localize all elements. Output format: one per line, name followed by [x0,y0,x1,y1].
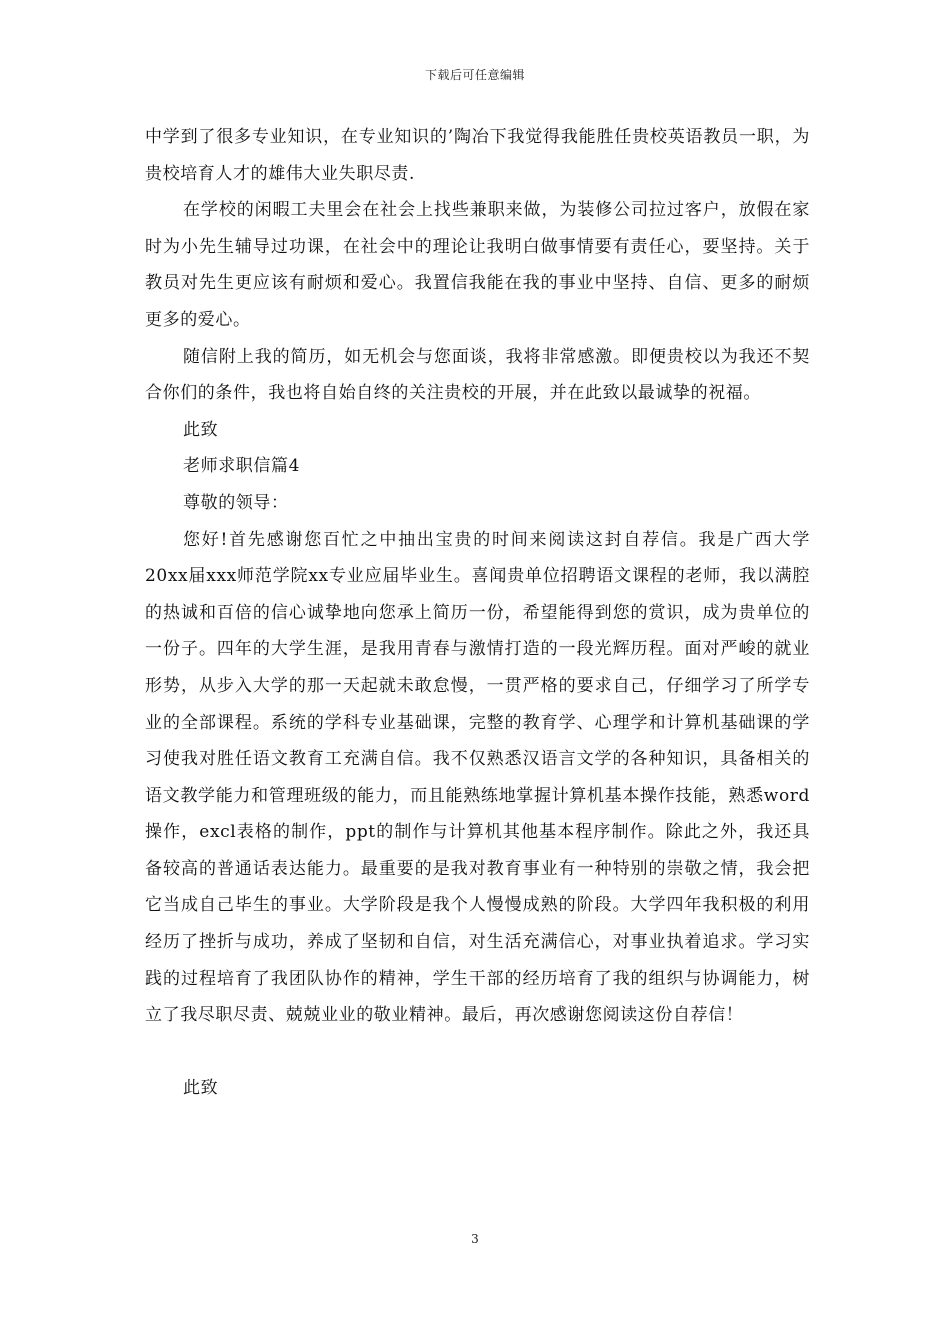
paragraph-continuation: 中学到了很多专业知识，在专业知识的’陶冶下我觉得我能胜任贵校英语教员一职，为贵校培育人才的雄伟大业失职尽责. [145,127,810,184]
closing-salutation-2: 此致 [183,1077,219,1098]
paragraph-self-recommendation: 您好!首先感谢您百忙之中抽出宝贵的时间来阅读这封自荐信。我是广西大学20xx届xxx师范学院xx专业应届毕业生。喜闻贵单位招聘语文课程的老师，我以满腔的热诚和百倍的信心诚挚地向您承上简历一份，希望能得到您的赏识，成为贵单位的一份子。四年的大学生涯，是我用青春与激情打造的一段光辉历程。面对严峻的就业形势，从步入大学的那一天起就未敢怠慢，一贯严格的要求自己，仔细学习了所学专业的全部课程。系统的学科专业基础课，完整的教育学、心理学和计算机基础课的学习使我对胜任语文教育工充满自信。我不仅熟悉汉语言文学的各种知识，具备相关的语文教学能力和管理班级的能力，而且能熟练地掌握计算机基本操作技能，熟悉word操作，excl表格的制作，ppt的制作与计算机其他基本程序制作。除此之外，我还具备较高的普通话表达能力。最重要的是我对教育事业有一种特别的崇敬之情，我会把它当成自己毕生的事业。大学阶段是我个人慢慢成熟的阶段。大学四年我积极的利用经历了挫折与成功，养成了坚韧和自信，对生活充满信心，对事业执着追求。学习实践的过程培育了我团队协作的精神，学生干部的经历培育了我的组织与协调能力，树立了我尽职尽责、兢兢业业的敬业精神。最后，再次感谢您阅读这份自荐信！ [145,529,810,1026]
document-body [145,119,810,1106]
page-number: 3 [471,1232,479,1246]
section-title: 老师求职信篇4 [183,456,301,477]
closing-salutation: 此致 [183,419,219,440]
paragraph-part-time-experience: 在学校的闲暇工夫里会在社会上找些兼职来做，为装修公司拉过客户，放假在家时为小先生辅导过功课，在社会中的理论让我明白做事情要有责任心，要坚持。关于教员对先生更应该有耐烦和爱心。我置信我能在我的事业中坚持、自信、更多的耐烦更多的爱心。 [145,200,810,330]
paragraph-closing-wishes: 随信附上我的简历，如无机会与您面谈，我将非常感激。即便贵校以为我还不契合你们的条件，我也将自始自终的关注贵校的开展，并在此致以最诚挚的祝福。 [145,346,810,404]
page-header: 下载后可任意编辑 [424,68,525,82]
greeting: 尊敬的领导： [183,492,289,513]
